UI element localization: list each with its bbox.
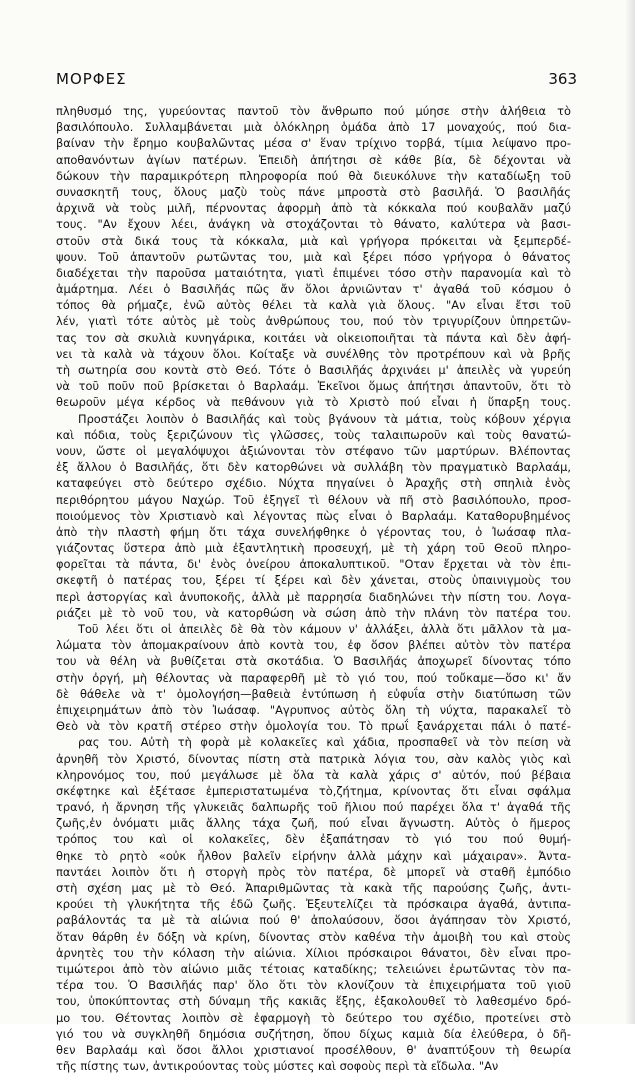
text-line: ἀρνητὲς του τὴν κόλαση τὴν αἰώνια. Χίλιοι πρόσκαιροι θάνατοι, δὲν εἶναι προ- — [56, 945, 571, 960]
text-line: ἁμάρτημα. Λέει ὁ Βασιλῆάς πῶς ἄν ὅλοι ἀρνιῶνταν τ' ἀγαθά τοῦ κόσμου ὁ — [56, 282, 571, 297]
text-line: ἐπιχειρημάτων ἀπὸ τὸν Ἰωάσαφ. "Αγρυπνος αὐτὸς ὅλη τὴ νύχτα, παρακαλεῖ τὸ — [56, 702, 571, 717]
text-line: ποιούμενος τὸν Χριστιανὸ καὶ λέγοντας πὼς εἶναι ὁ Βαρλαάμ. Καταθορυβημένος — [56, 508, 571, 523]
text-line: τρόπος του καὶ οἱ κολακεῖες, δὲν ἐξαπάτησαν τὸ γιό του πού θυμή- — [56, 832, 571, 847]
text-line: Προστάζει λοιπὸν ὁ Βασιλῆάς καὶ τοὺς βγάνουν τὰ μάτια, τοὺς κόβουν χέργια — [78, 411, 571, 426]
running-head: ΜΟΡΦΕΣ — [56, 70, 127, 88]
text-line: του, ὑποκύπτοντας στὴ δύναμη τῆς κακιᾶς ἕξης, ἐξακολουθεῖ τὸ λαθεσμένο δρό- — [56, 994, 571, 1009]
text-line: μο του. Θέτοντας λοιπὸν σὲ ἐφαρμογὴ τὸ δεύτερο του σχέδιο, προτείνει στὸ — [56, 1010, 571, 1025]
text-line: νουν, ὥστε οἱ μεγαλόψυχοι ἀξιώνονται τὸν στέφανο τῶν μαρτύρων. Βλέποντας — [56, 443, 571, 458]
text-line: λώματα τὸν ἀπομακραίνουν ἀπὸ κοντὰ του, ἐφ ὅσον βλέπει αὐτὸν τὸν πατέρα — [56, 638, 571, 653]
text-line: πληθυσμό της, γυρεύοντας παντοῦ τὸν ἄνθρωπο πού μύησε στὴν ἀλήθεια τὸ — [56, 104, 571, 118]
text-line: Θεὸ νὰ τὸν κρατῆ στέρεο στὴν ὁμολογία του. Τὸ πρωΐ ξανάρχεται πάλι ὁ πατέ- — [56, 719, 571, 734]
text-line: νει τὰ καλὰ νὰ τάχουν ὅλοι. Κοίταξε νὰ συνέλθης τὸν προτρέπουν καὶ νὰ βρῆς — [56, 346, 571, 361]
text-line: ρας του. Αὐτὴ τὴ φορὰ μὲ κολακεῖες καὶ χάδια, προσπαθεῖ νὰ τὸν πείση νὰ — [78, 735, 571, 750]
text-line: τας τον σὰ σκυλιὰ κυνηγάρικα, κοιτάει νὰ οἰκειοποιῆται τὰ πάντα καὶ δὲν ἀφή- — [56, 330, 571, 345]
text-line: στὴ σχέση μας μὲ τὸ Θεό. Ἀπαριθμῶντας τὰ κακὰ τῆς παρούσης ζωῆς, ἀντι- — [56, 881, 571, 895]
text-line: ὅταν θάρθη ἐν δόξη νὰ κρίνη, δίνοντας στὸν καθένα τὴν ἀμοιβὴ του καὶ στοὺς — [56, 929, 571, 944]
text-line: διαδέχεται τὴν παροῦσα ματαιότητα, γιατὶ ἐπιμένει τόσο στὴν παρανομία καὶ τὸ — [56, 265, 571, 280]
text-line: γιάζοντας ὕστερα ἀπὸ μιὰ ἐξαντλητικὴ προσευχή, μὲ τὴ χάρη τοῦ Θεοῦ πληρο- — [56, 541, 571, 556]
text-line: συνασκητῆ τους, ὅλους μαζὺ τοὺς πάνε μπροστὰ στὸ βασιλῆά. Ὁ βασιλῆάς — [56, 184, 571, 199]
text-line: νὰ τοῦ ποῦν ποῦ βρίσκεται ὁ Βαρλαάμ. Ἐκεῖνοι ὅμως ἀπήτησι ἀπαντοῦν, ὅτι τὸ — [56, 379, 571, 394]
text-line: κρούει τὴ γλυκήτητα τῆς ἐδῶ ζωῆς. Ἐξευτελίζει τὰ πρόσκαιρα ἀγαθά, ἀντιπα- — [56, 897, 571, 912]
text-line: τὴ σωτηρία σου κοντὰ στὸ Θεό. Τότε ὁ Βασιλῆάς ἀρχινάει μ' ἀπειλὲς νὰ γυρεύη — [56, 363, 571, 377]
text-line: τους. "Αν ἔχουν λέει, ἀνάγκη νὰ στοχάζονται τὸ θάνατο, καλύτερα νὰ βασι- — [56, 217, 571, 232]
text-line: λέν, γιατὶ τότε αὐτὸς μὲ τοὺς ἀνθρώπους του, πού τὸν τριγυρίζουν ὑπηρετῶν- — [56, 314, 571, 329]
text-line: σκέφτηκε καὶ ἐξέτασε ἐμπεριστατωμένα τὸ,ζήτημα, κρίνοντας ὅτι εἶναι σφάλμα — [56, 783, 571, 798]
page-number: 363 — [548, 70, 577, 88]
text-line: ἐξ ἄλλου ὁ Βασιλῆάς, ὅτι δὲν κατορθώνει νὰ συλλάβη τὸν πραγματικὸ Βαρλαάμ, — [56, 460, 571, 475]
text-line: δώκουν τὴν παραμικρότερη πληροφορία πού θὰ διευκόλυνε τὴν καταδίωξη τοῦ — [56, 168, 571, 183]
text-line: τρανό, ἡ ἄρνηση τῆς γλυκειᾶς δαλπωρῆς τοῦ ἥλιου πού παρέχει ὅλα τ' ἀγαθά τῆς — [56, 800, 571, 815]
text-line: τόπος θὰ ρήμαζε, ἐνῶ αὐτὸς θέλει τὰ καλὰ γιὰ ὅλους. "Αν εἶναι ἔτσι τοῦ — [56, 298, 571, 313]
text-line: ραβάλοντάς τα μὲ τὰ αἰώνια πού θ' ἀπολαύσουν, ὅσοι ἀγάπησαν τὸν Χριστό, — [56, 913, 571, 928]
text-line: τῆς πίστης των, ἀντικρούοντας τοὺς μύστες καὶ σοφοὺς περὶ τὰ εἴδωλα. "Αν — [56, 1059, 499, 1074]
text-line: τιμώτεροι ἀπὸ τὸν αἰώνιο μιᾶς τέτοιας καταδίκης; τελειώνει ἐρωτῶντας τὸν πα- — [56, 961, 571, 976]
text-line: βαίναν τὴν ἔρημο κουβαλῶντας μέσα σ' ἕναν τρίχινο τορβά, τίμια λείψανο προ- — [56, 136, 571, 151]
page-header — [56, 70, 577, 88]
text-line: στὴν ὀργή, μὴ θέλοντας νὰ παραφερθῆ μὲ τὸ γιό του, πού τοὔκαμε—ὅσο κι' ἄν — [56, 670, 571, 685]
text-line: θεωροῦν μέγα κέρδος νὰ πεθάνουν γιὰ τὸ Χριστὸ πού εἶναι ἡ ὕπαρξη τους. — [56, 395, 571, 410]
text-line: γιό του νὰ συγκληθῆ δημόσια συζήτηση, ὅπου δίχως καμιὰ δία ἐλεύθερα, ὁ δῆ- — [56, 1026, 571, 1041]
text-line: φορεῖται τὰ πάντα, δι' ἑνὸς ὀνείρου ἀποκαλυπτικοῦ. "Οταν ἔρχεται νὰ τὸν ἐπι- — [56, 557, 571, 572]
text-line: θεν Βαρλαάμ καὶ ὅσοι ἄλλοι χριστιανοί προσέλθουν, θ' ἀναπτύξουν τὴ θεωρία — [56, 1042, 571, 1057]
text-line: σκεφτῆ ὁ πατέρας του, ξέρει τί ξέρει καὶ δὲν χάνεται, στοὺς ὑπαινιγμοὺς του — [56, 573, 571, 588]
text-line: θηκε τὸ ρητὸ «οὐκ ἦλθον βαλεῖν εἰρήνην ἀλλὰ μάχην καὶ μάχαιραν». Ἀντα- — [56, 848, 571, 863]
text-line: στοῦν στὰ δικά τους τὰ κόκκαλα, μιὰ καὶ γρήγορα πρόκειται νὰ ξεμπερδέ- — [56, 233, 571, 248]
text-line: δὲ θάθελε νὰ τ' ὁμολογήση—βαθειὰ ἐντύπωση ἡ εὐφυΐα στὴν διατύπωση τῶν — [56, 686, 571, 701]
text-line: καὶ πόδια, τοὺς ξεριζώνουν τὶς γλῶσσες, τοὺς ταλαιπωροῦν καὶ τοὺς θανατώ- — [56, 427, 571, 442]
text-line: ἀρχινᾶ νὰ τοὺς μιλῆ, πέρνοντας ἀφορμὴ ἀπὸ τὰ κόκκαλα πού κουβαλᾶν μαζύ — [56, 201, 571, 216]
text-line: βασιλόπουλο. Συλλαμβάνεται μιὰ ὁλόκληρη ὁμάδα ἀπὸ 17 μοναχούς, πού δια- — [56, 120, 571, 135]
text-line: περὶ ἀστοργίας καὶ ἀνυποκοῆς, ἀλλὰ μὲ παρρησία διαδηλώνει τὴν πίστη του. Λογα- — [56, 589, 571, 604]
text-line: ζωῆς,ἐν ὀνόματι μιᾶς ἄλλης τάχα ζωῆ, πού εἶναι ἄγνωστη. Αὐτὸς ὁ ἥμερος — [56, 816, 571, 831]
text-line: του νὰ θέλη νὰ βυθίζεται στὰ σκοτάδια. Ὁ Βασιλῆάς ἀποχωρεῖ δίνοντας τόπο — [56, 654, 571, 669]
text-line: περιθόρητου μάγου Ναχώρ. Τοῦ ἐξηγεῖ τὶ θέλουν νὰ πῆ στὸ βασιλόπουλο, προσ- — [56, 492, 571, 507]
text-line: τέρα του. Ὁ Βασιλῆάς παρ' ὅλο ὅτι τὸν κλονίζουν τὰ ἐπιχειρήματα τοῦ γιοῦ — [56, 978, 571, 993]
text-line: αποθανόντων ἁγίων πατέρων. Ἐπειδὴ ἀπήτησι σὲ κάθε βία, δὲ δέχονται νὰ — [56, 152, 571, 167]
text-line: ἀρνηθῆ τὸν Χριστό, δίνοντας πίστη στὰ πατρικὰ λόγια του, σὰν καλὸς γιὸς καὶ — [56, 751, 571, 766]
text-line: παντάει λοιπὸν ὅτι ἡ στοργὴ πρὸς τὸν πατέρα, δὲ μπορεῖ νὰ σταθῆ ἐμπόδιο — [56, 864, 571, 879]
text-line: κληρονόμος του, πού μεγάλωσε μὲ ὅλα τὰ καλὰ χάρις σ' αὐτόν, πού βέβαια — [56, 767, 571, 782]
text-line: ἀπὸ τὴν πλαστὴ φήμη ὅτι τάχα συνελήφθηκε ὁ γέροντας του, ὁ Ἰωάσαφ πλα- — [56, 524, 571, 539]
body-text — [56, 103, 571, 1074]
text-line: ριάζει μὲ τὸ νοῦ του, νὰ κατορθώση νὰ σώση ἀπὸ τὴν πλάνη τὸν πατέρα του. — [56, 605, 571, 620]
text-line: Τοῦ λέει ὅτι οἱ ἀπειλὲς δὲ θὰ τὸν κάμουν ν' ἀλλάξει, ἀλλὰ ὅτι μᾶλλον τὰ μα- — [78, 622, 571, 636]
text-line: ψουν. Τοῦ ἀπαντοῦν ρωτῶντας του, μιὰ καὶ ξέρει πόσο γρήγορα ὁ θάνατος — [56, 249, 571, 264]
page-edge-shadow — [625, 0, 635, 1024]
text-line: καταφεύγει στὸ δεύτερο σχέδιο. Νύχτα πηγαίνει ὁ Ἀραχῆς στὴ σπηλιὰ ἑνὸς — [56, 476, 571, 491]
